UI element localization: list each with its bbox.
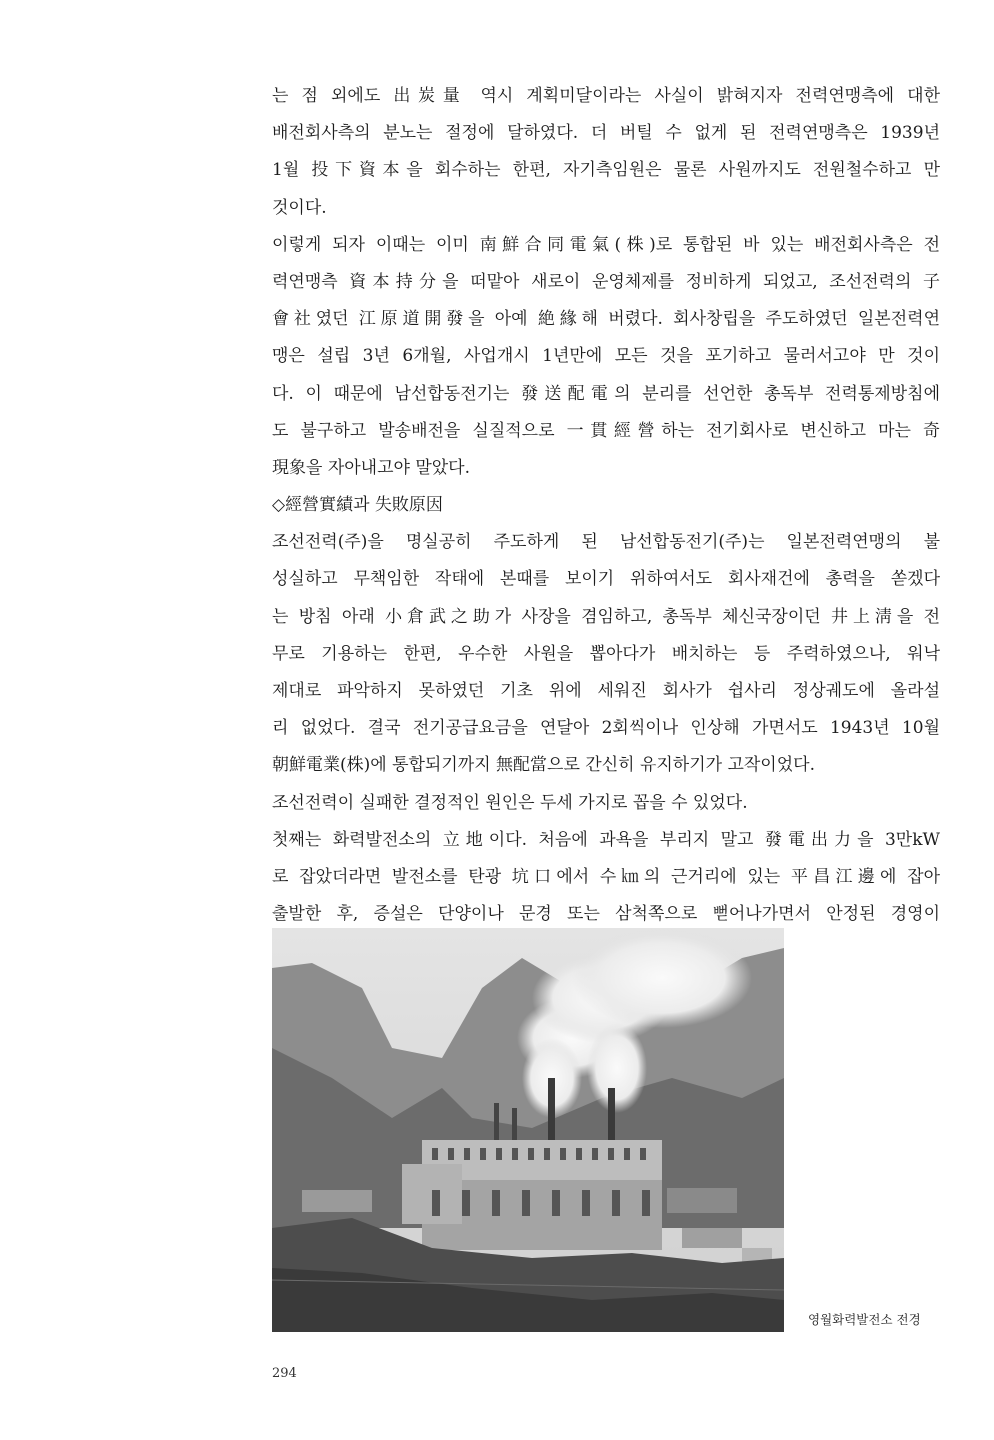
text-line: 조선전력(주)을 명실공히 주도하게 된 남선합동전기(주)는 일본전력연맹의 불 <box>272 532 940 553</box>
text-line: 1월 投下資本을 회수하는 한편, 자기측임원은 물론 사원까지도 전원철수하고 만 <box>272 160 940 181</box>
text-line: 력연맹측 資本持分을 떠맡아 새로이 운영체제를 정비하게 되었고, 조선전력의 子 <box>272 271 940 292</box>
text-line: 會社였던 江原道開發을 아예 絶緣해 버렸다. 회사창립을 주도하였던 일본전력연 <box>272 309 940 330</box>
text-line: 출발한 후, 증설은 단양이나 문경 또는 삼척쪽으로 뻗어나가면서 안정된 경영이 <box>272 904 940 925</box>
page-number: 294 <box>272 1366 297 1381</box>
power-plant-photo <box>272 928 784 1332</box>
text-line: 로 잡았더라면 발전소를 탄광 坑口에서 수㎞의 근거리에 있는 平昌江邊에 잡아 <box>272 866 940 887</box>
text-line: 맹은 설립 3년 6개월, 사업개시 1년만에 모든 것을 포기하고 물러서고야 만 것이 <box>272 346 940 367</box>
text-line: 것이다. <box>272 197 327 218</box>
text-line: 는 방침 아래 小倉武之助가 사장을 겸임하고, 총독부 체신국장이던 井上淸을 전 <box>272 606 940 627</box>
text-line: 무로 기용하는 한편, 우수한 사원을 뽑아다가 배치하는 등 주력하였으나, 워낙 <box>272 643 940 664</box>
text-line: 리 없었다. 결국 전기공급요금을 연달아 2회씩이나 인상해 가면서도 1943년 10월 <box>272 718 940 739</box>
text-line: 朝鮮電業(株)에 통합되기까지 無配當으로 간신히 유지하기가 고작이었다. <box>272 755 815 776</box>
text-line: 제대로 파악하지 못하였던 기초 위에 세워진 회사가 쉽사리 정상궤도에 올라설 <box>272 681 940 701</box>
text-line: 이렇게 되자 이때는 이미 南鮮合同電氣(株)로 통합된 바 있는 배전회사측은 전 <box>272 234 940 255</box>
photo-caption: 영월화력발전소 전경 <box>808 1312 921 1327</box>
text-line: 첫째는 화력발전소의 立地이다. 처음에 과욕을 부리지 말고 發電出力을 3만kW <box>272 829 940 850</box>
text-line: 現象을 자아내고야 말았다. <box>272 457 471 478</box>
body-text <box>272 78 940 933</box>
text-line: 도 불구하고 발송배전을 실질적으로 一貫經營하는 전기회사로 변신하고 마는 奇 <box>272 420 940 441</box>
text-line: 배전회사측의 분노는 절정에 달하였다. 더 버틸 수 없게 된 전력연맹측은 1939년 <box>272 123 940 144</box>
section-heading: ◇經營實績과 失敗原因 <box>272 495 443 516</box>
text-line: 다. 이 때문에 남선합동전기는 發送配電의 분리를 선언한 총독부 전력통제방침에 <box>272 383 940 404</box>
text-line: 조선전력이 실패한 결정적인 원인은 두세 가지로 꼽을 수 있었다. <box>272 792 748 813</box>
text-line: 성실하고 무책임한 작태에 본때를 보이기 위하여서도 회사재건에 총력을 쏟겠다 <box>272 569 940 590</box>
text-line: 는 점 외에도 出炭量 역시 계획미달이라는 사실이 밝혀지자 전력연맹측에 대한 <box>272 86 940 106</box>
